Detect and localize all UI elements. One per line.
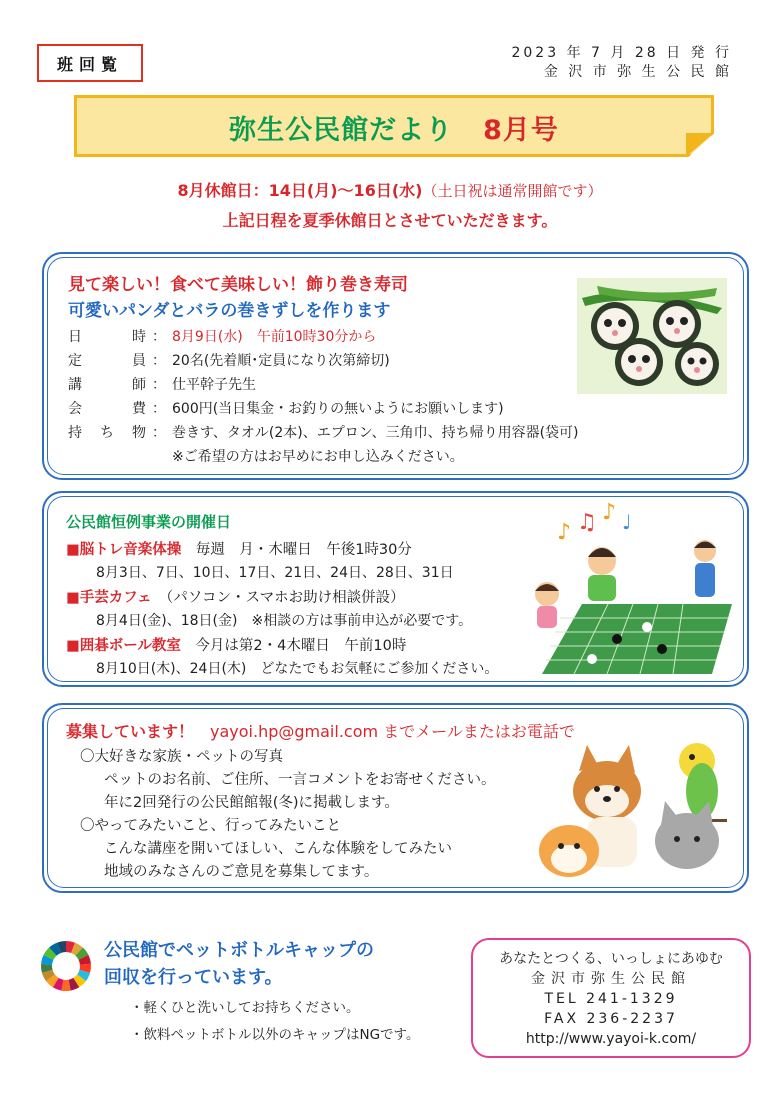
event-row-value: ※ご希望の方はお早めにお申し込みください。	[172, 449, 464, 465]
recruit-line-5: こんな講座を開いてほしい、こんな体験をしてみたい	[104, 841, 452, 857]
event-row-key: 講 師	[68, 377, 146, 393]
svg-text:♩: ♩	[622, 510, 632, 534]
issue-info	[511, 44, 732, 82]
issue-date: 2023 年 7 月 28 日 発 行	[511, 45, 732, 61]
event-row	[68, 446, 464, 466]
newsletter-name: 弥生公民館だより	[229, 115, 454, 146]
craft-cafe-dates: 8月4日(金)、18日(金) ※相談の方は事前申込が必要です。	[96, 613, 473, 629]
sdgs-wheel-icon	[40, 940, 92, 992]
event-row-value: 8月9日(水) 午前10時30分から	[172, 329, 377, 345]
holiday-dates: 8月休館日：14日(月)～16日(水)	[177, 181, 423, 200]
event-row: 講 師 ： 仕平幹子先生	[68, 374, 256, 394]
cap-note-1: ・軽くひと洗いしてお持ちください。	[130, 1000, 360, 1016]
brain-exercise-line: ■脳トレ音楽体操 毎週 月・木曜日 午後1時30分	[66, 542, 412, 558]
music-and-go-illustration	[522, 499, 737, 683]
contact-box	[471, 938, 751, 1058]
pets-illustration	[537, 731, 737, 891]
event-row-value: 600円(当日集金・お釣りの無いようにお願いします)	[172, 401, 504, 417]
event-row: 日 時 ： 8月9日(水) 午前10時30分から	[68, 326, 376, 346]
event-row-key	[68, 446, 152, 466]
contact-fax: FAX 236-2237	[544, 1011, 678, 1027]
go-ball-title: 囲碁ボール教室	[79, 638, 181, 654]
cap-note-2: ・飲料ペットボトル以外のキャップはNGです。	[130, 1027, 420, 1043]
cap-collection-title-2: 回収を行っています。	[104, 967, 283, 988]
event-subheading: 可愛いパンダとバラの巻きずしを作ります	[68, 301, 391, 321]
go-ball-info: 今月は第2・4木曜日 午前10時	[180, 638, 407, 654]
holiday-note: （土日祝は通常開館です）	[422, 182, 603, 200]
event-row: 持 ち 物 ： 巻きす、タオル(2本)、エプロン、三角巾、持ち帰り用容器(袋可)	[68, 422, 579, 442]
event-heading: 見て楽しい！食べて美味しい！飾り巻き寿司	[68, 275, 408, 295]
contact-slogan: あなたとつくる、いっしょにあゆむ	[499, 951, 723, 967]
craft-cafe-line: ■手芸カフェ （パソコン・スマホお助け相談併設）	[66, 590, 405, 606]
recruit-line-1: 〇大好きな家族・ペットの写真	[80, 749, 283, 765]
page-title	[74, 108, 714, 147]
holiday-notice	[0, 178, 780, 201]
brain-exercise-dates: 8月3日、7日、10日、17日、21日、24日、28日、31日	[96, 565, 454, 581]
contact-name: 金沢市弥生公民館	[531, 971, 691, 987]
recruit-line-4: 〇やってみたいこと、行ってみたいこと	[80, 818, 341, 834]
recruit-line-3: 年に2回発行の公民館館報(冬)に掲載します。	[104, 795, 399, 811]
sushi-event-box	[42, 252, 749, 480]
recruit-box	[42, 703, 749, 893]
issue-number: 8月号	[483, 115, 559, 146]
go-ball-line: ■囲碁ボール教室 今月は第2・4木曜日 午前10時	[66, 638, 407, 654]
contact-tel: TEL 241-1329	[544, 991, 678, 1007]
recruit-line-2: ペットのお名前、ご住所、一言コメントをお寄せください。	[104, 772, 496, 788]
event-row-key: 持 ち 物	[68, 425, 146, 441]
title-banner	[74, 95, 714, 157]
svg-text:♪: ♪	[557, 520, 572, 545]
event-row-value: 仕平幹子先生	[172, 377, 256, 393]
cap-collection-title-1: 公民館でペットボトルキャップの	[104, 940, 374, 961]
circulation-stamp: 班回覧	[37, 44, 143, 82]
sushi-roll-illustration	[577, 278, 727, 394]
event-row-key: 会 費	[68, 401, 146, 417]
regular-events-box	[42, 491, 749, 687]
contact-url[interactable]: http://www.yayoi-k.com/	[525, 1031, 697, 1047]
recruit-line-6: 地域のみなさんのご意見を募集してます。	[104, 864, 379, 880]
event-row-value: 巻きす、タオル(2本)、エプロン、三角巾、持ち帰り用容器(袋可)	[172, 425, 579, 441]
brain-exercise-info: 毎週 月・木曜日 午後1時30分	[181, 542, 412, 558]
event-row-key: 定 員	[68, 353, 146, 369]
event-row-key: 日 時	[68, 329, 146, 345]
event-row: 会 費 ： 600円(当日集金・お釣りの無いようにお願いします)	[68, 398, 504, 418]
craft-cafe-title: 手芸カフェ	[79, 590, 152, 606]
recruit-heading: 募集しています！ yayoi.hp@gmail.com までメールまたはお電話で	[66, 722, 575, 741]
brain-exercise-title: 脳トレ音楽体操	[79, 542, 182, 558]
event-row-value: 20名(先着順･定員になり次第締切)	[172, 353, 390, 369]
holiday-notice-2: 上記日程を夏季休館日とさせていただきます。	[222, 211, 558, 230]
craft-cafe-info: （パソコン・スマホお助け相談併設）	[151, 590, 405, 606]
event-row: 定 員 ： 20名(先着順･定員になり次第締切)	[68, 350, 390, 370]
svg-text:♫: ♫	[577, 510, 597, 535]
recruit-email: yayoi.hp@gmail.com までメールまたはお電話で	[194, 722, 575, 741]
svg-text:♪: ♪	[602, 500, 617, 525]
issue-publisher: 金 沢 市 弥 生 公 民 館	[543, 64, 732, 80]
regular-events-heading: 公民館恒例事業の開催日	[66, 513, 232, 531]
go-ball-dates: 8月10日(木)、24日(木) どなたでもお気軽にご参加ください。	[96, 661, 499, 677]
